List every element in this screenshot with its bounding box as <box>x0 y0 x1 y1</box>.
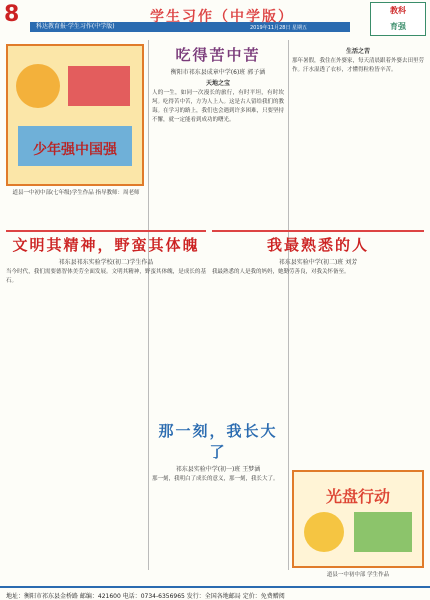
article-culture <box>6 228 206 348</box>
section-band <box>212 230 424 232</box>
artwork-caption <box>6 188 146 196</box>
article-right-top <box>292 44 424 224</box>
article-byline: 衡阳市祁东县成章中学(6)班 郭子涵 <box>170 69 266 76</box>
page-header <box>0 0 430 38</box>
article-body: 我最熟悉的人是我的妈妈，她勤劳善良，对我关怀备至。 <box>212 269 350 275</box>
page-title: 学生习作（中学版） <box>150 9 294 25</box>
section-band <box>6 230 206 232</box>
artwork-illustration <box>294 472 422 566</box>
page-footer: 地址：衡阳市祁东县金桥路 邮编：421600 电话：0734-6356965 发行：全国各地邮局 定价：免费赠阅 <box>0 586 430 600</box>
logo-line2: 育强 <box>390 22 406 31</box>
caption-text: 道县一中初中部 学生作品 <box>326 572 390 578</box>
brand-strip: 科达教育报·学生习作(中学版) <box>30 22 350 32</box>
page-number: 8 <box>4 2 20 27</box>
article-title: 那一刻，我长大了 <box>158 422 278 461</box>
article-familiar <box>212 228 424 348</box>
artwork-text: 光盘行动 <box>325 487 391 506</box>
article-byline: 祁东县实验中学(初一)班 王梦涵 <box>175 466 261 473</box>
article-title: 文明其精神，野蛮其体魄 <box>12 236 200 254</box>
article-byline: 祁东县实验中学(初二)班 刘芳 <box>278 259 358 266</box>
article-subtitle: 天地之宝 <box>205 80 230 87</box>
artwork-text: 少年强中国强 <box>33 142 117 158</box>
article-body: 人的一生，如同一次漫长的旅行，有时平坦，有时坎坷。吃得苦中苦，方为人上人。这是古人留给我们的教诲。在学习的路上，我们也会遇到许多困难，只要坚持不懈，就一定能看到成功的曙光。 <box>152 90 284 123</box>
article-title: 我最熟悉的人 <box>266 236 369 254</box>
brand-logo <box>370 2 426 36</box>
artwork-image <box>6 44 144 186</box>
article-moment <box>152 420 284 570</box>
artwork-illustration <box>8 46 142 184</box>
article-title: 吃得苦中苦 <box>175 46 261 64</box>
article-byline: 祁东县祁东实验学校(初二)学生作品 <box>58 259 154 266</box>
caption-text: 道县一中初中部(七年级)学生作品 指导教师：周老师 <box>12 190 140 196</box>
artwork-caption <box>292 570 424 578</box>
logo-line1: 教科 <box>390 6 406 15</box>
article-center-top <box>152 44 284 224</box>
article-body: 那年暑假，我住在外婆家，每天清晨跟着外婆去田里劳作。汗水湿透了衣衫，才懂得粒粒皆辛苦。 <box>292 58 424 73</box>
artwork-image <box>292 470 424 568</box>
article-subtitle: 生活之苦 <box>345 48 370 55</box>
article-body: 那一刻，我明白了成长的意义，那一刻，我长大了。 <box>152 476 279 482</box>
article-body: 当今时代，我们需要德智体美劳全面发展。文明其精神，野蛮其体魄，是成长的基石。 <box>6 269 206 284</box>
issue-date: 2019年11月28日 星期五 <box>250 25 308 31</box>
